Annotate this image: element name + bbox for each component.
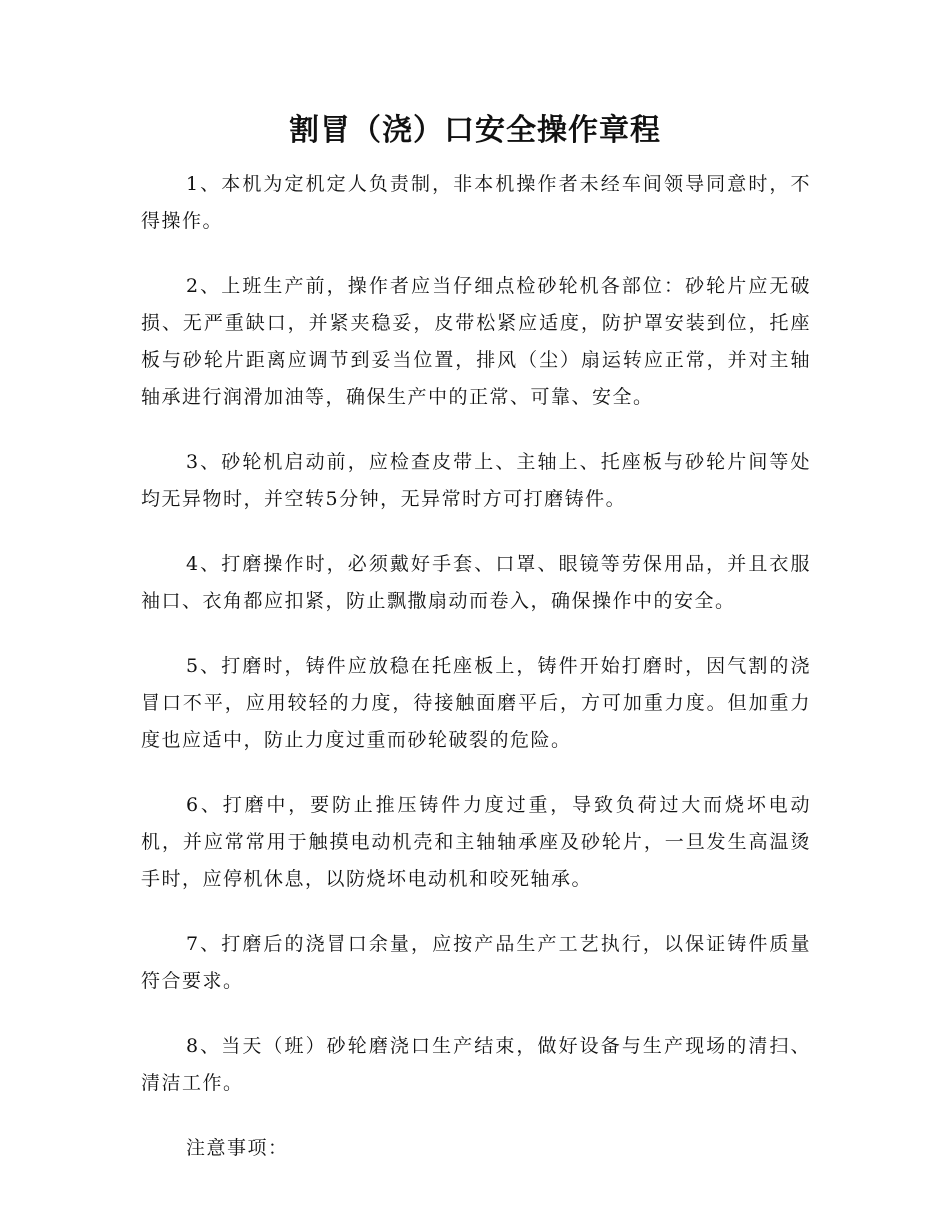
paragraph-5: 5、打磨时，铸件应放稳在托座板上，铸件开始打磨时，因气割的浇冒口不平，应用较轻的力度，待接触面磨平后，方可加重力度。但加重力度也应适中，防止力度过重而砂轮破裂的危险。 [141, 655, 811, 751]
notes-heading: 注意事项： [186, 1137, 289, 1159]
paragraph-1: 1、本机为定机定人负责制，非本机操作者未经车间领导同意时，不得操作。 [141, 173, 811, 232]
page-title: 割冒（浇）口安全操作章程 [289, 113, 661, 148]
paragraph-4: 4、打磨操作时，必须戴好手套、口罩、眼镜等劳保用品，并且衣服袖口、衣角都应扣紧，防止飘撒扇动而卷入，确保操作中的安全。 [141, 553, 811, 612]
paragraph-3: 3、砂轮机启动前，应检查皮带上、主轴上、托座板与砂轮片间等处均无异物时，并空转5分钟，无异常时方可打磨铸件。 [141, 451, 811, 510]
paragraph-6: 6、打磨中，要防止推压铸件力度过重，导致负荷过大而烧坏电动机，并应常常用于触摸电动机壳和主轴轴承座及砂轮片，一旦发生高温烫手时，应停机休息，以防烧坏电动机和咬死轴承。 [141, 794, 811, 890]
paragraph-8: 8、当天（班）砂轮磨浇口生产结束，做好设备与生产现场的清扫、清洁工作。 [141, 1035, 811, 1094]
paragraph-7: 7、打磨后的浇冒口余量，应按产品生产工艺执行，以保证铸件质量符合要求。 [141, 933, 811, 992]
paragraph-2: 2、上班生产前，操作者应当仔细点检砂轮机各部位：砂轮片应无破损、无严重缺口，并紧夹稳妥，皮带松紧应适度，防护罩安装到位，托座板与砂轮片距离应调节到妥当位置，排风（尘）扇运转应正常，并对主轴轴承进行润滑加油等，确保生产中的正常、可靠、安全。 [141, 275, 811, 408]
document-body [141, 166, 811, 1195]
